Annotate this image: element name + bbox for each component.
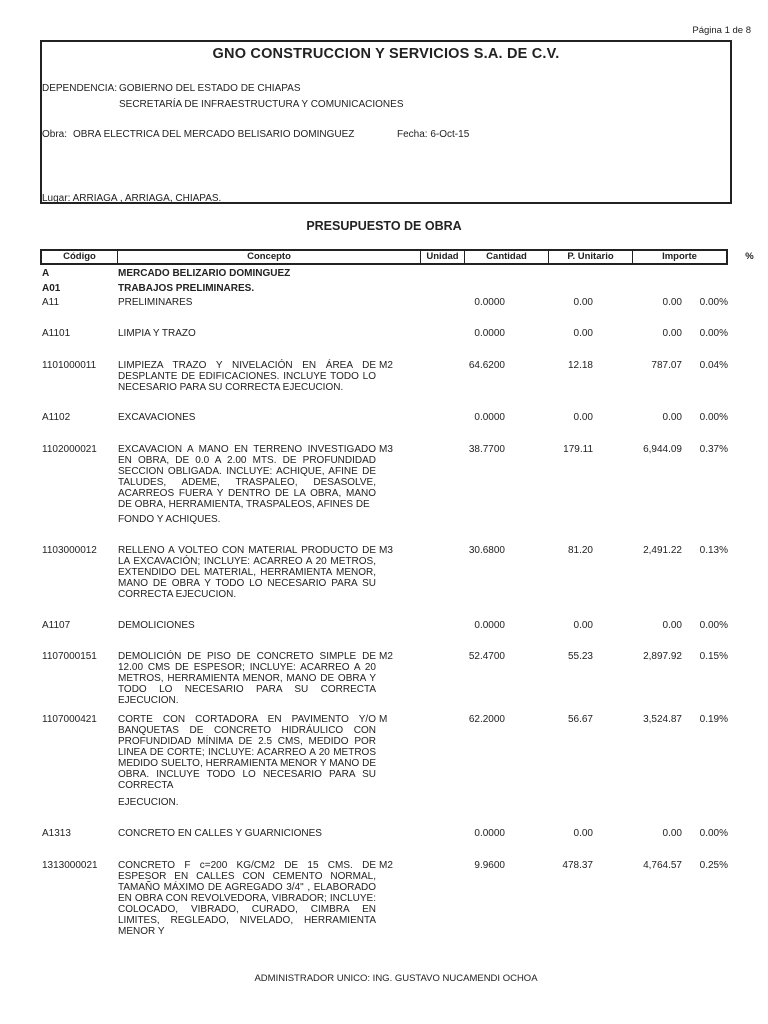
row-concept: RELLENO A VOLTEO CON MATERIAL PRODUCTO DE LA EXCAVACIÓN; INCLUYE: ACARREO A 20 METROS, EXTENDIDO DEL MATERIAL, HERRAMIENTA MENOR, MANO DE OBRA Y TODO LO NECESARIO PARA SU CORRECTA EJECUCION. <box>118 545 376 600</box>
page-number: Página 1 de 8 <box>692 25 751 36</box>
row-p-unitario: 12.18 <box>567 360 593 371</box>
row-cantidad: 0.0000 <box>474 620 505 631</box>
row-unit: M2 <box>379 360 393 371</box>
row-p-unitario: 0.00 <box>573 297 593 308</box>
col-cantidad: Cantidad <box>465 251 549 263</box>
row-code: 1103000012 <box>42 545 97 556</box>
row-p-unitario: 0.00 <box>573 620 593 631</box>
row-pct: 0.04% <box>699 360 728 371</box>
col-pct: % <box>745 251 754 262</box>
col-unidad: Unidad <box>421 251 465 263</box>
table-header <box>40 249 754 265</box>
row-code: A1101 <box>42 328 71 339</box>
row-importe: 3,524.87 <box>643 714 682 725</box>
row-concept: CORTE CON CORTADORA EN PAVIMENTO Y/O BANQUETAS DE CONCRETO HIDRÁULICO CON PROFUNDIDAD MÍNIMA DE 2.5 CMS, MEDIDO POR LINEA DE CORTE; INCLUYE: ACARREO A 20 METROS MEDIDO SUELTO, HERRAMIENTA MENOR Y MANO DE OBRA. INCLUYE TODO LO NECESARIO PARA SU CORRECTA <box>118 714 376 791</box>
row-p-unitario: 81.20 <box>567 545 593 556</box>
row-importe: 0.00 <box>662 328 682 339</box>
row-concept: EXCAVACION A MANO EN TERRENO INVESTIGADO EN OBRA, DE 0.0 A 2.00 MTS. DE PROFUNDIDAD SECCION OBLIGADA. INCLUYE: ACHIQUE, AFINE DE TALUDES, ADEME, TRASPALEO, DESASOLVE, ACARREOS FUERA Y DENTRO DE LA OBRA, MANO DE OBRA, HERRAMIENTA, TRASPALEOS, AFINES DE <box>118 444 376 510</box>
row-p-unitario: 56.67 <box>567 714 593 725</box>
row-concept: LIMPIEZA TRAZO Y NIVELACIÓN EN ÁREA DE DESPLANTE DE EDIFICACIONES. INCLUYE TODO LO NECESARIO PARA SU CORRECTA EJECUCION. <box>118 360 376 393</box>
col-codigo: Código <box>42 251 118 263</box>
row-p-unitario: 478.37 <box>562 860 593 871</box>
row-p-unitario: 179.11 <box>563 444 593 455</box>
row-code: A01 <box>42 283 61 294</box>
row-concept: DEMOLICIÓN DE PISO DE CONCRETO SIMPLE DE 12.00 CMS DE ESPESOR; INCLUYE: ACARREO A 20 METROS, HERRAMIENTA MENOR, MANO DE OBRA Y TODO LO NECESARIO PARA SU CORRECTA EJECUCION. <box>118 651 376 706</box>
row-pct: 0.25% <box>699 860 728 871</box>
row-importe: 0.00 <box>662 620 682 631</box>
row-p-unitario: 0.00 <box>573 328 593 339</box>
col-importe: Importe <box>633 251 727 263</box>
row-code: A1102 <box>42 412 71 423</box>
row-pct: 0.19% <box>699 714 728 725</box>
row-cantidad: 62.2000 <box>468 714 505 725</box>
col-concepto: Concepto <box>118 251 421 263</box>
row-concept: LIMPIA Y TRAZO <box>118 328 196 339</box>
row-concept: EXCAVACIONES <box>118 412 196 423</box>
obra-label: Obra: <box>42 129 68 140</box>
row-pct: 0.00% <box>699 828 728 839</box>
row-concept: DEMOLICIONES <box>118 620 195 631</box>
row-concept: CONCRETO EN CALLES Y GUARNICIONES <box>118 828 322 839</box>
company-name: GNO CONSTRUCCION Y SERVICIOS S.A. DE C.V. <box>212 46 560 62</box>
row-concept-continuation: FONDO Y ACHIQUES. <box>118 514 221 525</box>
dependencia-label: DEPENDENCIA: <box>42 83 118 94</box>
row-cantidad: 0.0000 <box>474 297 505 308</box>
row-pct: 0.37% <box>699 444 728 455</box>
row-cantidad: 30.6800 <box>468 545 505 556</box>
row-importe: 2,491.22 <box>643 545 682 556</box>
row-importe: 6,944.09 <box>643 444 682 455</box>
document-title: PRESUPUESTO DE OBRA <box>306 219 462 233</box>
row-concept: PRELIMINARES <box>118 297 193 308</box>
row-unit: M2 <box>379 651 393 662</box>
row-concept: TRABAJOS PRELIMINARES. <box>118 283 255 294</box>
col-p-unitario: P. Unitario <box>549 251 633 263</box>
row-p-unitario: 0.00 <box>573 828 593 839</box>
row-pct: 0.15% <box>699 651 728 662</box>
row-unit: M3 <box>379 444 393 455</box>
row-cantidad: 38.7700 <box>468 444 505 455</box>
row-importe: 0.00 <box>662 828 682 839</box>
row-concept: MERCADO BELIZARIO DOMINGUEZ <box>118 268 291 279</box>
row-cantidad: 0.0000 <box>474 828 505 839</box>
row-code: 1313000021 <box>42 860 98 871</box>
row-p-unitario: 0.00 <box>573 412 593 423</box>
row-cantidad: 0.0000 <box>474 328 505 339</box>
row-pct: 0.00% <box>699 297 728 308</box>
row-pct: 0.13% <box>699 545 728 556</box>
row-code: 1107000421 <box>42 714 97 725</box>
row-importe: 0.00 <box>662 297 682 308</box>
row-pct: 0.00% <box>699 412 728 423</box>
dependencia-line1: GOBIERNO DEL ESTADO DE CHIAPAS <box>119 83 301 94</box>
row-unit: M3 <box>379 545 393 556</box>
row-unit: M <box>379 714 388 725</box>
lugar: Lugar: ARRIAGA , ARRIAGA, CHIAPAS. <box>42 193 222 204</box>
row-code: 1102000021 <box>42 444 97 455</box>
row-unit: M2 <box>379 860 393 871</box>
row-cantidad: 64.6200 <box>468 360 505 371</box>
row-code: 1101000011 <box>42 360 97 371</box>
row-importe: 0.00 <box>662 412 682 423</box>
row-concept-continuation: EJECUCION. <box>118 797 179 808</box>
footer: ADMINISTRADOR UNICO: ING. GUSTAVO NUCAMENDI OCHOA <box>254 973 538 984</box>
row-pct: 0.00% <box>699 328 728 339</box>
obra-value: OBRA ELECTRICA DEL MERCADO BELISARIO DOMINGUEZ <box>73 129 355 140</box>
row-cantidad: 52.4700 <box>468 651 505 662</box>
row-p-unitario: 55.23 <box>567 651 593 662</box>
header-box <box>40 40 732 204</box>
row-code: 1107000151 <box>42 651 97 662</box>
row-code: A11 <box>42 297 60 308</box>
row-code: A1313 <box>42 828 71 839</box>
row-concept: CONCRETO F c=200 KG/CM2 DE 15 CMS. DE ESPESOR EN CALLES CON CEMENTO NORMAL, TAMAÑO MÁXIMO DE AGREGADO 3/4" , ELABORADO EN OBRA CON REVOLVEDORA, VIBRADOR; INCLUYE: COLOCADO, VIBRADO, CURADO, CIMBRA EN LIMITES, REGLEADO, NIVELADO, HERRAMIENTA MENOR Y <box>118 860 376 937</box>
fecha: Fecha: 6-Oct-15 <box>397 129 470 140</box>
row-code: A1107 <box>42 620 71 631</box>
row-pct: 0.00% <box>699 620 728 631</box>
dependencia-line2: SECRETARÍA DE INFRAESTRUCTURA Y COMUNICACIONES <box>119 99 404 110</box>
row-code: A <box>42 268 50 279</box>
row-importe: 2,897.92 <box>643 651 682 662</box>
row-cantidad: 9.9600 <box>474 860 505 871</box>
row-cantidad: 0.0000 <box>474 412 505 423</box>
row-importe: 4,764.57 <box>643 860 682 871</box>
row-importe: 787.07 <box>651 360 682 371</box>
